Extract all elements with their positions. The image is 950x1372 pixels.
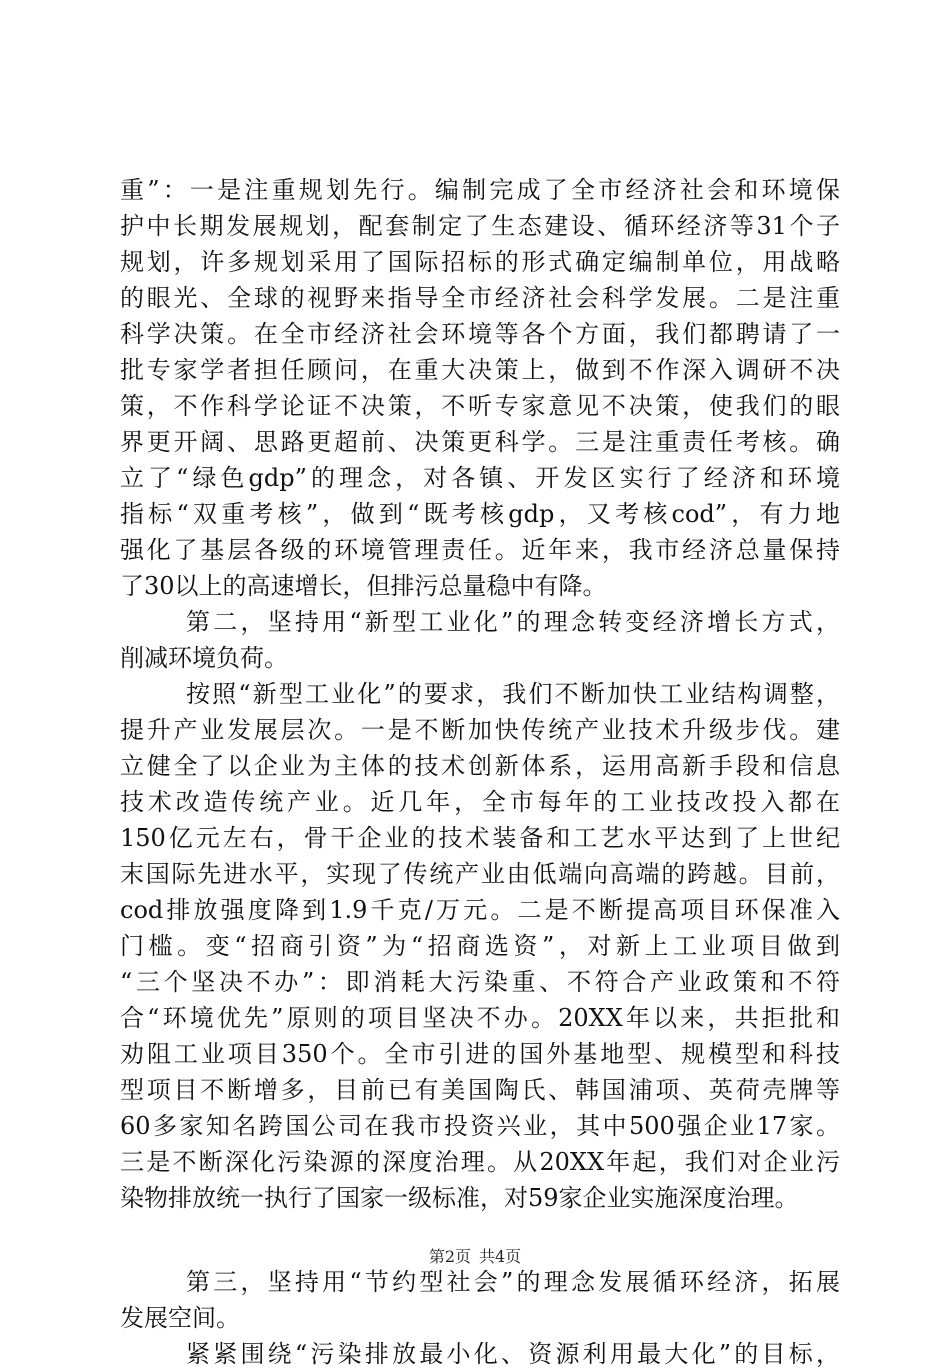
text-line: 科学决策。在全市经济社会环境等各个方面，我们都聘请了一 [120, 320, 840, 348]
text-line: “三个坚决不办”：即消耗大污染重、不符合产业政策和不符 [120, 968, 840, 996]
text-line: 门槛。变“招商引资”为“招商选资”，对新上工业项目做到 [120, 932, 840, 960]
text-line: 染物排放统一执行了国家一级标准，对59家企业实施深度治理。 [120, 1184, 799, 1212]
text-line: 60多家知名跨国公司在我市投资兴业，其中500强企业17家。 [120, 1112, 840, 1140]
page-total: 共4页 [479, 1247, 522, 1266]
page-footer [0, 1244, 950, 1267]
text-line: 批专家学者担任顾问，在重大决策上，做到不作深入调研不决 [120, 356, 840, 384]
text-line: 界更开阔、思路更超前、决策更科学。三是注重责任考核。确 [120, 428, 840, 456]
text-line: 按照“新型工业化”的要求，我们不断加快工业结构调整， [186, 680, 840, 708]
page-number: 第2页 [428, 1247, 471, 1266]
text-line: 合“环境优先”原则的项目坚决不办。20XX年以来，共拒批和 [120, 1004, 840, 1032]
document-body [120, 172, 840, 1372]
text-line: 策，不作科学论证不决策，不听专家意见不决策，使我们的眼 [120, 392, 840, 420]
text-line: 150亿元左右，骨干企业的技术装备和工艺水平达到了上世纪 [120, 824, 840, 852]
section-heading-line: 削减环境负荷。 [120, 644, 288, 672]
text-line: 重”：一是注重规划先行。编制完成了全市经济社会和环境保 [120, 176, 840, 204]
text-line: 规划，许多规划采用了国际招标的形式确定编制单位，用战略 [120, 248, 840, 276]
text-line: 型项目不断增多，目前已有美国陶氏、韩国浦项、英荷壳牌等 [120, 1076, 840, 1104]
text-line: 技术改造传统产业。近几年，全市每年的工业技改投入都在 [120, 788, 840, 816]
text-line: 立健全了以企业为主体的技术创新体系，运用高新手段和信息 [120, 752, 840, 780]
text-line: cod排放强度降到1.9千克/万元。二是不断提高项目环保准入 [120, 896, 840, 924]
text-line: 指标“双重考核”，做到“既考核gdp，又考核cod”，有力地 [120, 500, 840, 528]
text-line: 紧紧围绕“污染排放最小化、资源利用最大化”的目标， [186, 1340, 840, 1368]
text-line: 护中长期发展规划，配套制定了生态建设、循环经济等31个子 [120, 212, 840, 240]
section-heading-line: 第二，坚持用“新型工业化”的理念转变经济增长方式， [186, 608, 840, 636]
text-line: 立了“绿色gdp”的理念，对各镇、开发区实行了经济和环境 [120, 464, 840, 492]
text-line: 劝阻工业项目350个。全市引进的国外基地型、规模型和科技 [120, 1040, 840, 1068]
text-line: 提升产业发展层次。一是不断加快传统产业技术升级步伐。建 [120, 716, 840, 744]
text-line: 强化了基层各级的环境管理责任。近年来，我市经济总量保持 [120, 536, 840, 564]
text-line: 末国际先进水平，实现了传统产业由低端向高端的跨越。目前， [120, 860, 840, 888]
text-line: 的眼光、全球的视野来指导全市经济社会科学发展。二是注重 [120, 284, 840, 312]
text-line: 三是不断深化污染源的深度治理。从20XX年起，我们对企业污 [120, 1148, 840, 1176]
section-heading-line: 第三，坚持用“节约型社会”的理念发展循环经济，拓展 [186, 1268, 840, 1296]
section-heading-line: 发展空间。 [120, 1304, 240, 1332]
text-line: 了30以上的高速增长，但排污总量稳中有降。 [120, 572, 607, 600]
